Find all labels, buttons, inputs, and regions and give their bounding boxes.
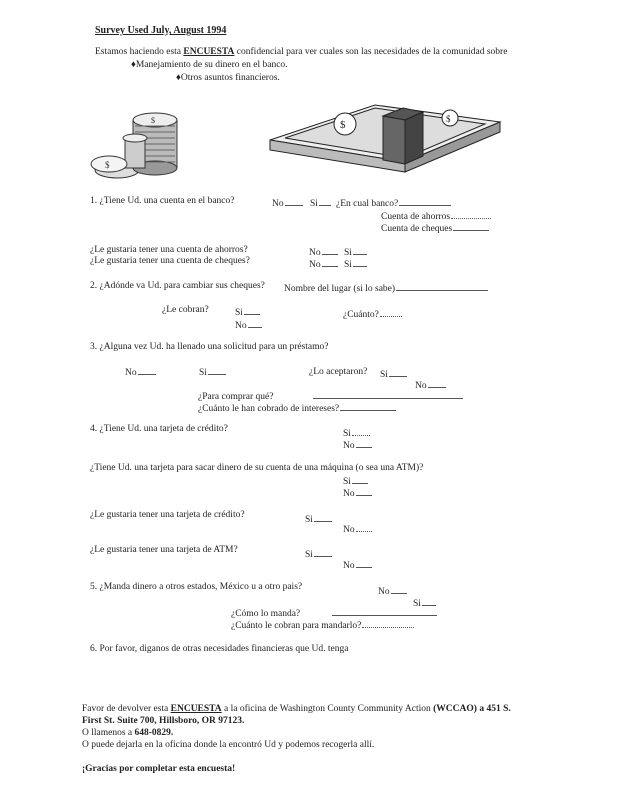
intro-bullet-1: ♦Manejamiento de su dinero en el banco. [131,60,288,70]
bullet-1-text: Manejamiento de su dinero en el banco. [135,60,288,70]
q4-gc-no-blank[interactable] [356,522,372,532]
q1-ahorros-blank[interactable] [451,209,491,219]
q5-no-blank[interactable] [391,584,407,594]
q2-cuanto-label: ¿Cuánto? [343,310,379,320]
q5-cobran [231,618,414,631]
q4-ga-no-label: No [343,561,355,571]
q3-si [199,365,226,378]
q4-gc-si-blank[interactable] [314,512,332,522]
q1-no-label: No [272,199,284,209]
footer-thanks: ¡Gracias por completar esta encuesta! [82,764,236,774]
footer-l1-org: (WCCAO) [433,704,477,714]
q5-no [378,584,407,597]
q5-como-label: ¿Cómo lo manda? [231,609,301,619]
q4-no [343,438,372,451]
q3-intereses-blank[interactable] [340,401,396,411]
q4-si-blank[interactable] [352,426,370,436]
svg-text:$: $ [105,160,110,170]
footer-l3-prefix: O llamenos a [82,728,135,738]
q3-no2-label: No [415,381,427,391]
q1-gust-cheques-no [309,257,338,270]
q3-no2-blank[interactable] [428,378,446,388]
intro-bullet-2: ♦Otros asuntos financieros. [176,73,280,83]
q5-si-label: Si [413,599,421,609]
q1-gc-no-blank[interactable] [322,257,338,267]
q2-cuanto [343,307,402,320]
q4-gc-si [305,512,332,525]
q1-gust-ahorros: ¿Le gustaria tener una cuenta de ahorros? [90,245,248,255]
q1-ga-si-blank[interactable] [353,245,367,255]
footer-l1-prefix: Favor de devolver esta [82,704,171,714]
q4-gust-atm: ¿Le gustaria tener una tarjeta de ATM? [90,545,238,555]
q4-no-label: No [343,441,355,451]
q3-no [125,365,156,378]
q4-atm-no [343,486,372,499]
q5-cobran-blank[interactable] [362,618,414,628]
q2-si [235,305,260,318]
footer-l1-emph: ENCUESTA [170,704,222,714]
q2-question: 2. ¿Adónde va Ud. para cambiar sus cheques? [90,281,265,291]
q1-gust-cheques-si [344,257,367,270]
q4-no-blank[interactable] [356,438,372,448]
footer-l1-end: a 451 S. [476,704,511,714]
q1-si-label: Si [310,199,318,209]
q2-no-label: No [235,321,247,331]
svg-text:$: $ [340,119,346,131]
q4-ga-no [343,558,372,571]
q3-intereses-label: ¿Cuánto le han cobrado de intereses? [198,404,340,414]
q2-cobran: ¿Le cobran? [162,305,209,315]
page-title: Survey Used July, August 1994 [95,25,227,36]
q1-ga-no-label: No [309,248,321,258]
footer-line-3 [82,728,173,738]
footer-line-1 [82,704,511,714]
q3-si2-label: Si [380,370,388,380]
q3-comprar-label: ¿Para comprar qué? [198,392,274,402]
q2-si-blank[interactable] [244,305,260,315]
q4-gc-si-label: Si [305,515,313,525]
q3-si-blank[interactable] [208,365,226,375]
q4-ga-no-blank[interactable] [356,558,372,568]
q2-no-blank[interactable] [248,318,262,328]
q5-si-blank[interactable] [422,596,436,606]
q3-si2-blank[interactable] [389,367,407,377]
q1-cual-label: ¿En cual banco? [336,199,399,209]
q4-question: 4. ¿Tiene Ud. una tarjeta de crédito? [90,424,228,434]
q1-gc-si-label: Si [344,260,352,270]
q1-question: 1. ¿Tiene Ud. una cuenta en el banco? [90,196,235,206]
q3-question: 3. ¿Alguna vez Ud. ha llenado una solicitud para un préstamo? [90,342,329,352]
q1-gust-cheques: ¿Le gustaria tener una cuenta de cheques? [90,256,250,266]
q2-no [235,318,262,331]
intro-prefix: Estamos haciendo esta [95,47,184,57]
q2-si-label: Si [235,308,243,318]
coins-illustration [85,100,195,185]
intro-suffix: confidencial para ver cuales son las necesidades de la comunidad sobre [234,47,508,57]
svg-text:$: $ [446,114,451,124]
q1-ahorros-label: Cuenta de ahorros [381,212,451,222]
q4-atm-no-blank[interactable] [356,486,372,496]
q1-cheques [381,221,489,234]
q5-cobran-label: ¿Cuánto le cobran para mandarlo? [231,621,362,631]
q3-no-label: No [125,368,137,378]
q3-no-blank[interactable] [138,365,156,375]
q1-ga-no-blank[interactable] [322,245,338,255]
q4-atm: ¿Tiene Ud. una tarjeta para sacar dinero de su cuenta de una máquina (o sea una ATM)? [90,463,424,473]
q1-si-blank[interactable] [319,196,331,206]
money-illustration [265,100,505,175]
q5-question: 5. ¿Manda dinero a otros estados, México u a otro pais? [90,582,303,592]
footer-line-4: O puede dejarla en la oficina donde la encontró Ud y podemos recogerla allí. [82,740,375,750]
q2-cuanto-blank[interactable] [380,307,402,317]
q1-no [272,196,303,209]
q3-aceptaron: ¿Lo aceptaron? [309,367,368,377]
q3-si-label: Si [199,368,207,378]
q1-cheques-label: Cuenta de cheques [381,224,453,234]
q4-gc-no-label: No [343,525,355,535]
q4-atm-no-label: No [343,489,355,499]
q1-cual [336,196,451,209]
q3-si2 [380,367,407,380]
q4-gc-no [343,522,372,535]
footer-l1-mid: a la oficina de Washington County Community Action [221,704,434,714]
q6-question: 6. Por favor, diganos de otras necesidades financieras que Ud. tenga [90,644,349,654]
q4-atm-si-label: Si [343,477,351,487]
q5-como-blank[interactable] [332,606,437,616]
q2-lugar-blank[interactable] [396,281,488,291]
q1-cual-blank[interactable] [399,196,451,206]
intro-text [95,47,507,57]
q1-ga-si-label: Si [344,248,352,258]
footer-phone: 648-0829. [134,728,174,738]
intro-emph: ENCUESTA [183,47,235,57]
q4-ga-si-blank[interactable] [314,547,332,557]
q1-no-blank[interactable] [285,196,303,206]
q4-gust-credito: ¿Le gustaria tener una tarjeta de crédito? [90,510,245,520]
q2-lugar [284,281,488,294]
q3-intereses [198,401,396,414]
q3-comprar-blank[interactable] [313,389,463,399]
svg-text:$: $ [151,116,155,125]
bullet-2-text: Otros asuntos financieros. [180,73,280,83]
q4-ga-si-label: Si [305,550,313,560]
q1-si [310,196,331,209]
q5-no-label: No [378,587,390,597]
q4-atm-si-blank[interactable] [352,474,368,484]
q1-gc-no-label: No [309,260,321,270]
q1-gc-si-blank[interactable] [353,257,367,267]
q4-ga-si [305,547,332,560]
footer-line-2: First St. Suite 700, Hillsboro, OR 97123. [82,716,245,726]
q2-lugar-label: Nombre del lugar (si lo sabe) [284,284,396,294]
q4-si-label: Si [343,429,351,439]
q1-cheques-blank[interactable] [453,221,489,231]
